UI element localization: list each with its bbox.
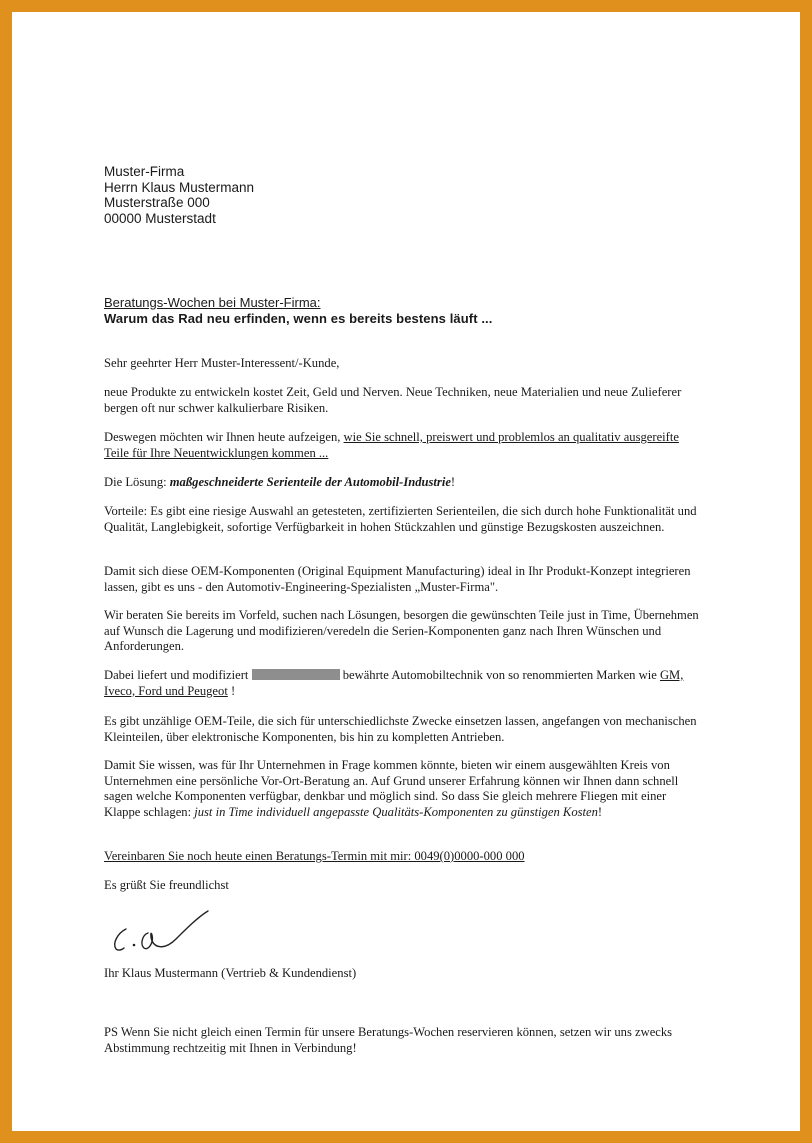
paragraph-2-highlight: wie Sie schnell, preiswert und problemlos an qualitativ ausgereifte Teile für Ihre Neuentwicklungen kommen ... bbox=[104, 430, 679, 460]
paragraph-7-after: bewährte Automobiltechnik von so renommierten Marken wie bbox=[339, 668, 660, 682]
paragraph-7-intro: Dabei liefert und modifiziert bbox=[104, 668, 252, 682]
paragraph-9-text: Damit Sie wissen, was für Ihr Unternehmen in Frage kommen könnte, bieten wir einem ausgewählten Kreis von Unternehmen eine persönliche Vor-Ort-Beratung an. Auf Grund unserer Erfahrung können wir Ihnen dann schnell sagen welche Komponenten verfügbar, denkbar und möglich sind. So dass Sie gleich mehrere Fliegen mit einer Klappe schlagen: bbox=[104, 758, 679, 819]
address-name: Herrn Klaus Mustermann bbox=[104, 179, 255, 195]
subject bbox=[104, 295, 492, 327]
paragraph-4: Vorteile: Es gibt eine riesige Auswahl an getesteten, zertifizierten Serienteilen, die sich durch hohe Funktionalität und Qualität, Langlebigkeit, sofortige Verfügbarkeit in hohen Stückzahlen und günstige Bezugskosten auszeichnen. bbox=[104, 504, 697, 534]
address-street: Musterstraße 000 bbox=[104, 195, 210, 210]
paragraph-2-intro: Deswegen möchten wir Ihnen heute aufzeigen, bbox=[104, 430, 344, 444]
subject-line-2: Warum das Rad neu erfinden, wenn es bereits bestens läuft ... bbox=[104, 311, 493, 326]
address-company: Muster-Firma bbox=[104, 164, 185, 179]
salutation: Sehr geehrter Herr Muster-Interessent/-Kunde, bbox=[104, 356, 340, 370]
address-city: 00000 Musterstadt bbox=[104, 210, 216, 226]
call-to-action: Vereinbaren Sie noch heute einen Beratungs-Termin mit mir: 0049(0)0000-000 000 bbox=[104, 849, 525, 863]
redacted-company-name bbox=[252, 669, 340, 680]
paragraph-7-end: ! bbox=[227, 683, 236, 698]
paragraph-3-emphasis: maßgeschneiderte Serienteile der Automobil-Industrie bbox=[169, 475, 451, 489]
paragraph-1: neue Produkte zu entwickeln kostet Zeit, Geld und Nerven. Neue Techniken, neue Materialien und neue Zulieferer bergen oft nur schwer kalkulierbare Risiken. bbox=[104, 385, 682, 415]
recipient-address bbox=[104, 164, 254, 226]
signature bbox=[104, 905, 244, 955]
paragraph-8: Es gibt unzählige OEM-Teile, die sich für unterschiedlichste Zwecke einsetzen lassen, angefangen von mechanischen Kleinteilen, über elektronische Komponenten, bis hin zu kompletten Antrieben. bbox=[104, 714, 697, 744]
paragraph-5: Damit sich diese OEM-Komponenten (Original Equipment Manufacturing) ideal in Ihr Produkt-Konzept integrieren lassen, gibt es uns - den Automotiv-Engineering-Spezialisten „Muster-Firma". bbox=[104, 564, 691, 594]
closing: Es grüßt Sie freundlichst bbox=[104, 878, 229, 892]
postscript: PS Wenn Sie nicht gleich einen Termin für unsere Beratungs-Wochen reservieren können, setzen wir uns zwecks Abstimmung rechtzeitig mit Ihnen in Verbindung! bbox=[104, 1025, 673, 1055]
paragraph-3-end: ! bbox=[450, 475, 456, 489]
paragraph-9-end: ! bbox=[597, 804, 603, 819]
paragraph-3-intro: Die Lösung: bbox=[104, 475, 170, 489]
paragraph-9-italic: just in Time individuell angepasste Qualitäts-Komponenten zu günstigen Kosten bbox=[194, 804, 598, 819]
paragraph-7-brands: GM, Iveco, Ford und Peugeot bbox=[104, 668, 684, 698]
paragraph-9 bbox=[104, 758, 704, 820]
paragraph-6: Wir beraten Sie bereits im Vorfeld, suchen nach Lösungen, besorgen die gewünschten Teile just in Time, Übernehmen auf Wunsch die Lagerung und modifizieren/veredeln die Serien-Komponenten ganz nach Ihren Wünschen und Anforderungen. bbox=[104, 608, 699, 653]
paragraph-7 bbox=[104, 668, 704, 699]
subject-line-1: Beratungs-Wochen bei Muster-Firma: bbox=[104, 295, 321, 310]
paragraph-3 bbox=[104, 475, 704, 491]
signer-name: Ihr Klaus Mustermann (Vertrieb & Kundendienst) bbox=[104, 966, 357, 980]
paragraph-2 bbox=[104, 430, 704, 461]
